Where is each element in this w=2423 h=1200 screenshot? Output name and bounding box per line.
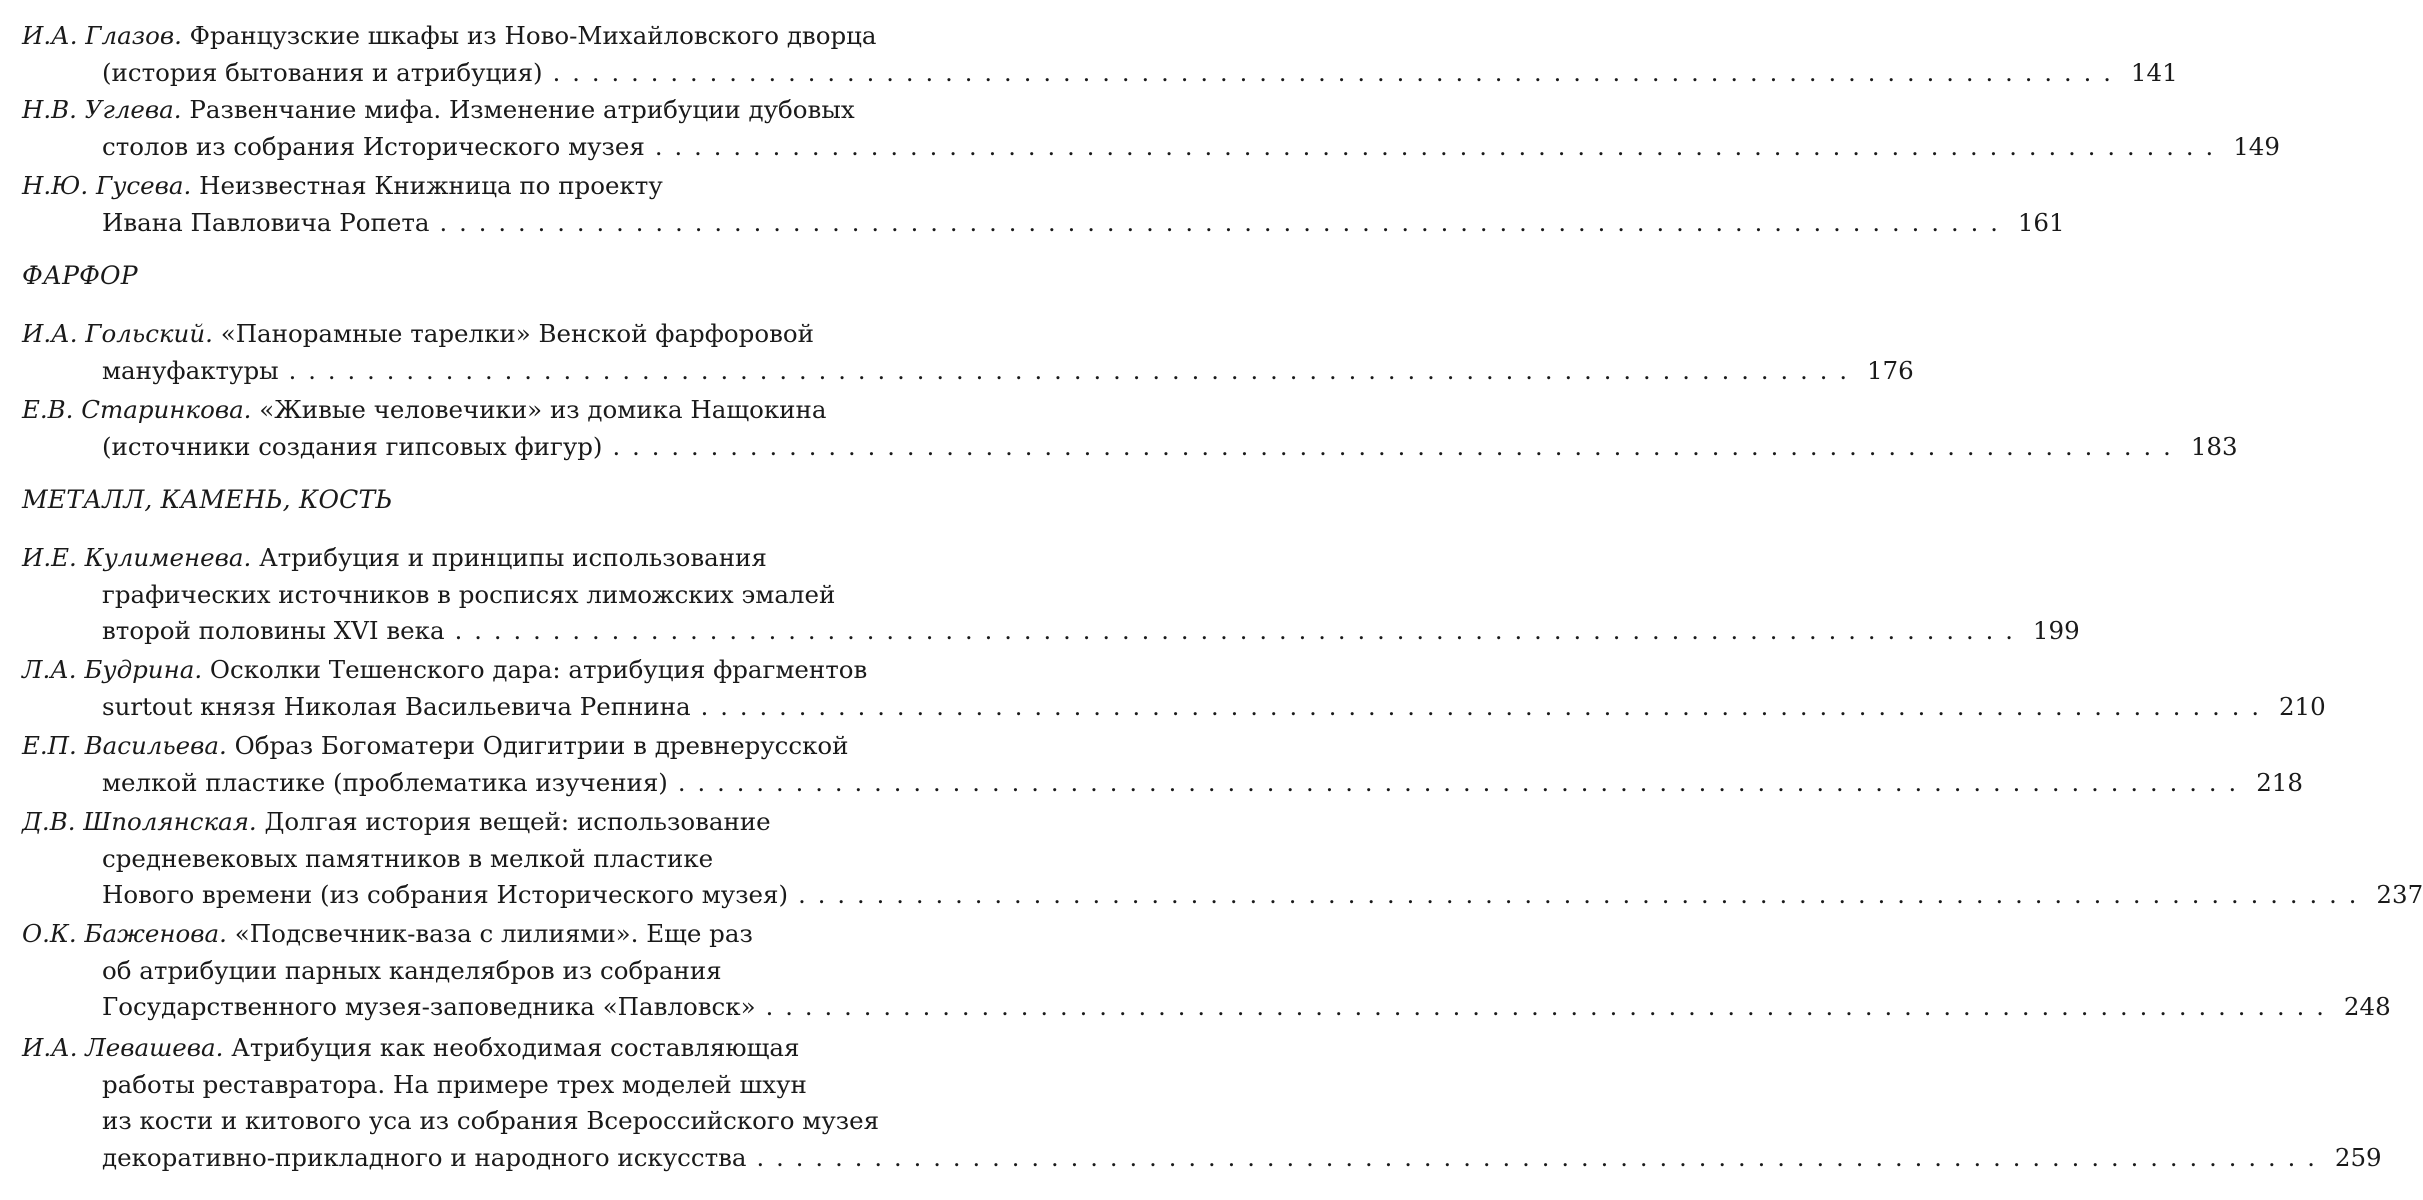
entry-title-line: второй половины XVI века <box>102 616 445 645</box>
dot-leader: ................................................................................ <box>654 132 2226 161</box>
toc-line-text <box>22 395 826 424</box>
toc-line <box>22 689 2326 726</box>
toc-line-text <box>102 877 788 914</box>
dot-leader: ................................................................................ <box>700 692 2271 721</box>
page-number[interactable]: 210 <box>2278 691 2326 721</box>
toc-line-text <box>22 21 877 50</box>
entry-title-line: Государственного музея-заповедника «Павловск» <box>102 992 756 1021</box>
entry-title-line: Французские шкафы из Ново-Михайловского дворца <box>189 21 877 50</box>
toc-line-text <box>102 55 543 92</box>
toc-line-text <box>22 1033 799 1062</box>
toc-line <box>22 577 924 614</box>
entry-title-line: Атрибуция и принципы использования <box>259 543 767 572</box>
entry-title-line: (источники создания гипсовых фигур) <box>102 431 603 461</box>
toc-entry[interactable] <box>22 1030 2382 1176</box>
dot-leader: ................................................................................ <box>612 432 2183 461</box>
toc-entry[interactable] <box>22 728 2303 801</box>
toc-line <box>22 540 924 577</box>
entry-title-line: об атрибуции парных канделябров из собрания <box>102 955 722 985</box>
toc-line-text <box>22 543 767 572</box>
entry-author: Н.В. Углева. <box>22 95 182 124</box>
entry-title-line: средневековых памятников в мелкой пластике <box>102 843 714 873</box>
toc-entry[interactable] <box>22 804 2423 914</box>
toc-line <box>22 1067 924 1104</box>
entry-title-line: мануфактуры <box>102 355 279 385</box>
dot-leader: ................................................................................ <box>765 993 2336 1021</box>
entry-author: Л.А. Будрина. <box>22 655 203 684</box>
entry-title-line: Долгая история вещей: использование <box>264 807 771 836</box>
toc-line-text <box>22 655 867 684</box>
toc-line-text <box>102 205 430 242</box>
page-number[interactable]: 183 <box>2190 431 2238 461</box>
toc-line <box>22 916 924 953</box>
toc-entry[interactable] <box>22 916 2391 1026</box>
entry-author: Е.В. Старинкова. <box>22 395 252 424</box>
toc-entry[interactable] <box>22 168 2065 241</box>
toc-line-text <box>102 844 713 873</box>
toc-line <box>22 92 924 129</box>
toc-line-text <box>102 429 603 466</box>
toc-line <box>22 316 924 353</box>
toc-line-text <box>102 129 645 166</box>
entry-title-line: Неизвестная Книжница по проекту <box>199 171 663 200</box>
toc-line-text <box>22 319 814 348</box>
dot-leader: ................................................................................ <box>798 881 2369 909</box>
entry-title-line: работы реставратора. На примере трех моделей шхун <box>102 1069 807 1099</box>
toc-line-text <box>22 807 771 836</box>
toc-line <box>22 1103 924 1140</box>
toc-line <box>22 55 2178 92</box>
page-number[interactable]: 237 <box>2376 880 2423 909</box>
toc-line <box>22 765 2303 802</box>
toc-entry[interactable] <box>22 92 2280 165</box>
dot-leader: ................................................................................ <box>439 208 2010 237</box>
toc-line-text <box>22 171 663 200</box>
toc-line-text <box>22 95 855 124</box>
toc-line-text <box>102 956 722 985</box>
toc-line <box>22 1140 2382 1177</box>
entry-title-line: Образ Богоматери Одигитрии в древнерусской <box>234 731 849 760</box>
toc-line <box>22 353 1914 390</box>
toc-entry[interactable] <box>22 392 2238 465</box>
page-number[interactable]: 161 <box>2017 207 2065 237</box>
toc-entry[interactable] <box>22 18 2178 91</box>
toc-line <box>22 613 2080 650</box>
toc-line <box>22 392 924 429</box>
entry-title-line: «Живые человечики» из домика Нащокина <box>259 395 827 424</box>
toc-line <box>22 1030 924 1067</box>
page-number[interactable]: 199 <box>2032 616 2080 645</box>
toc-line-text <box>22 731 849 760</box>
toc-line <box>22 877 2423 914</box>
section-heading: ФАРФОР <box>22 261 138 290</box>
dot-leader: ................................................................................ <box>288 356 1859 385</box>
page-number[interactable]: 149 <box>2233 131 2280 161</box>
toc-line-text <box>102 689 691 726</box>
entry-title-line: «Подсвечник-ваза с лилиями». Еще раз <box>234 919 753 948</box>
entry-author: Е.П. Васильева. <box>22 731 227 760</box>
toc-line-text <box>102 1070 807 1099</box>
entry-title-line: графических источников в росписях лиможских эмалей <box>102 579 836 609</box>
toc-line-text <box>102 580 835 609</box>
entry-title-line: из кости и китового уса из собрания Всероссийского музея <box>102 1106 880 1135</box>
toc-line <box>22 841 924 878</box>
page-number[interactable]: 248 <box>2343 992 2391 1021</box>
entry-author: И.А. Глазов. <box>22 21 182 50</box>
page-number[interactable]: 218 <box>2256 767 2303 797</box>
toc-line-text <box>102 613 445 650</box>
toc-line-text <box>102 765 668 802</box>
toc-line-text <box>102 1140 747 1177</box>
toc-line-text <box>22 919 753 948</box>
toc-line-text <box>102 1106 879 1135</box>
entry-author: И.А. Гольский. <box>22 319 213 348</box>
entry-author: И.А. Левашева. <box>22 1033 224 1062</box>
entry-title-line: Осколки Тешенского дара: атрибуция фрагментов <box>209 655 868 684</box>
entry-title-line: Ивана Павловича Ропета <box>102 207 430 237</box>
toc-line <box>22 168 924 205</box>
dot-leader: ................................................................................ <box>552 58 2123 87</box>
entry-author: Д.В. Шполянская. <box>22 807 257 836</box>
toc-line-text <box>102 353 279 390</box>
toc-line <box>22 953 924 990</box>
toc-line <box>22 18 924 55</box>
page-number[interactable]: 259 <box>2334 1142 2382 1172</box>
dot-leader: ................................................................................ <box>756 1143 2327 1172</box>
page-number[interactable]: 176 <box>1866 355 1914 385</box>
entry-title-line: декоративно-прикладного и народного искусства <box>102 1142 747 1172</box>
toc-line <box>22 989 2391 1026</box>
toc-line <box>22 728 924 765</box>
toc-line <box>22 429 2238 466</box>
entry-title-line: Атрибуция как необходимая составляющая <box>231 1033 800 1062</box>
toc-entry[interactable] <box>22 652 2326 725</box>
toc-line <box>22 652 924 689</box>
entry-title-line: (история бытования и атрибуция) <box>102 57 543 87</box>
entry-author: Н.Ю. Гусева. <box>22 171 192 200</box>
toc-line <box>22 129 2280 166</box>
entry-title-line: surtout князя Николая Васильевича Репнина <box>102 691 691 721</box>
toc-entry[interactable] <box>22 540 2080 650</box>
toc-entry[interactable] <box>22 316 1914 389</box>
entry-title-line: Нового времени (из собрания Исторического музея) <box>102 880 789 909</box>
entry-title-line: «Панорамные тарелки» Венской фарфоровой <box>220 319 814 348</box>
dot-leader: ................................................................................ <box>454 617 2025 645</box>
entry-author: И.Е. Кулименева. <box>22 543 252 572</box>
entry-title-line: столов из собрания Исторического музея <box>102 131 645 161</box>
toc-line <box>22 205 2065 242</box>
toc-line-text <box>102 989 756 1026</box>
entry-author: О.К. Баженова. <box>22 919 227 948</box>
page-number[interactable]: 141 <box>2130 57 2178 87</box>
dot-leader: ................................................................................ <box>677 768 2249 797</box>
entry-title-line: мелкой пластике (проблематика изучения) <box>102 767 668 797</box>
section-heading: МЕТАЛЛ, КАМЕНЬ, КОСТЬ <box>22 485 393 514</box>
entry-title-line: Развенчание мифа. Изменение атрибуции дубовых <box>189 95 855 124</box>
toc-line <box>22 804 924 841</box>
